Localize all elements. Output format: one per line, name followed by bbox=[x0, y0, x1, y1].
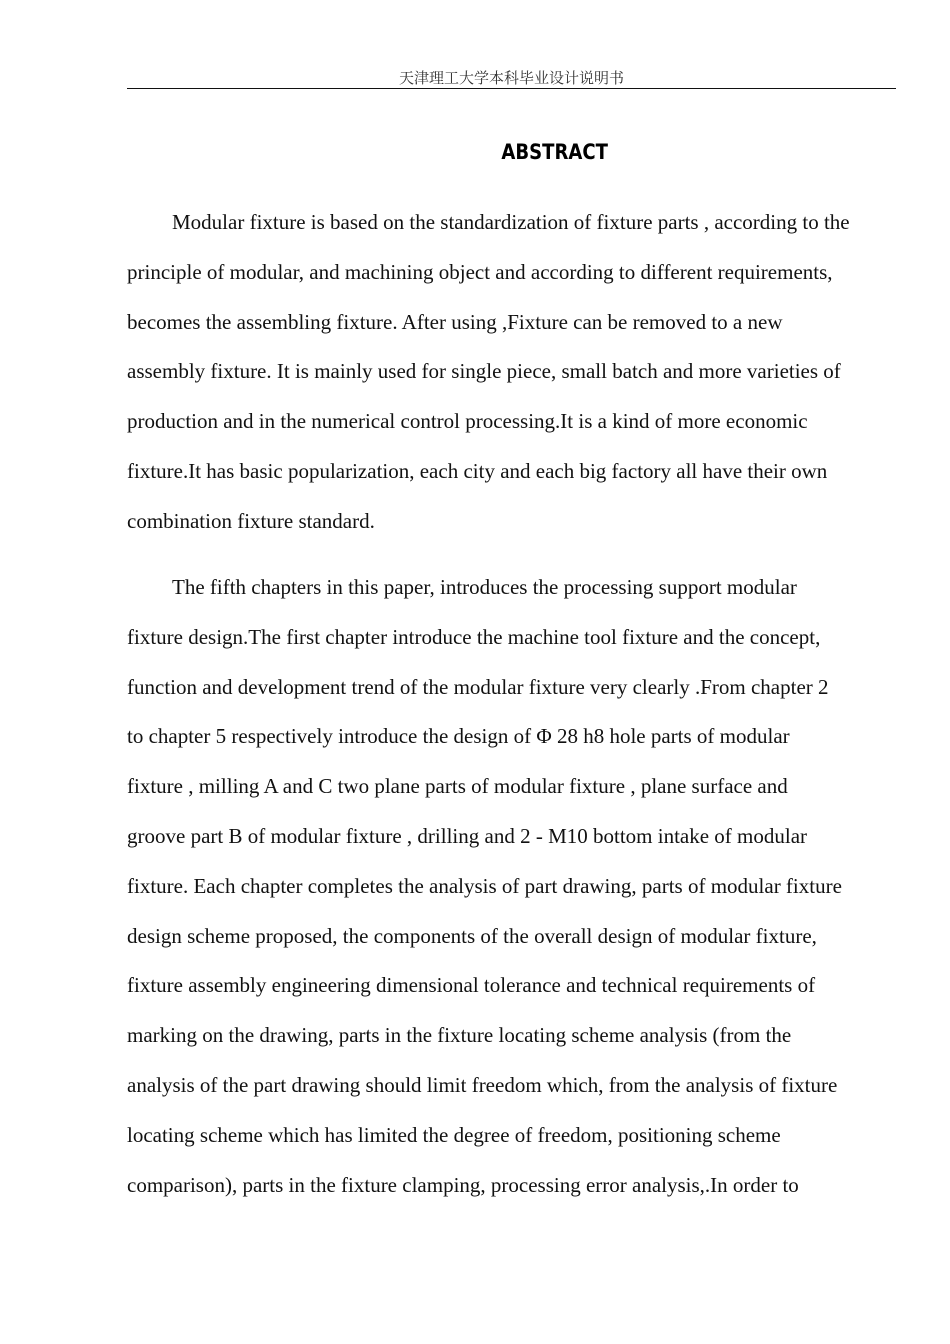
paragraph-text bbox=[127, 198, 896, 547]
abstract-title: ABSTRACT bbox=[501, 140, 608, 164]
text-line: Modular fixture is based on the standardization of fixture parts , according to the bbox=[172, 210, 850, 234]
text-line: function and development trend of the modular fixture very clearly .From chapter 2 bbox=[127, 674, 829, 699]
text-line: fixture , milling A and C two plane parts of modular fixture , plane surface and bbox=[127, 774, 788, 799]
text-line: fixture assembly engineering dimensional tolerance and technical requirements of bbox=[127, 973, 816, 998]
text-line: design scheme proposed, the components of the overall design of modular fixture, bbox=[127, 923, 817, 948]
text-line: to chapter 5 respectively introduce the design of Φ 28 h8 hole parts of modular bbox=[127, 724, 790, 749]
paragraph-1 bbox=[127, 198, 896, 547]
text-line: fixture. Each chapter completes the analysis of part drawing, parts of modular fixture bbox=[127, 873, 842, 898]
text-line: assembly fixture. It is mainly used for single piece, small batch and more varieties of bbox=[127, 359, 841, 384]
text-line: becomes the assembling fixture. After using ,Fixture can be removed to a new bbox=[127, 309, 783, 334]
text-line: fixture design.The first chapter introduce the machine tool fixture and the concept, bbox=[127, 624, 821, 649]
text-line: production and in the numerical control processing.It is a kind of more economic bbox=[127, 409, 808, 434]
text-line: marking on the drawing, parts in the fixture locating scheme analysis (from the bbox=[127, 1023, 792, 1048]
text-line: The fifth chapters in this paper, introduces the processing support modular bbox=[172, 575, 797, 599]
text-line: principle of modular, and machining object and according to different requirements, bbox=[127, 259, 833, 284]
text-line: locating scheme which has limited the degree of freedom, positioning scheme bbox=[127, 1122, 781, 1147]
text-line: combination fixture standard. bbox=[127, 508, 375, 533]
text-line: analysis of the part drawing should limit freedom which, from the analysis of fixture bbox=[127, 1072, 838, 1097]
header-rule bbox=[127, 88, 896, 89]
paragraph-text bbox=[127, 563, 896, 1210]
text-line: comparison), parts in the fixture clamping, processing error analysis,.In order to bbox=[127, 1172, 799, 1197]
text-line: groove part B of modular fixture , drilling and 2 - M10 bottom intake of modular bbox=[127, 823, 808, 848]
text-line: fixture.It has basic popularization, each city and each big factory all have their own bbox=[127, 458, 828, 483]
running-header: 天津理工大学本科毕业设计说明书 bbox=[398, 69, 624, 87]
paragraph-2 bbox=[127, 563, 896, 1210]
